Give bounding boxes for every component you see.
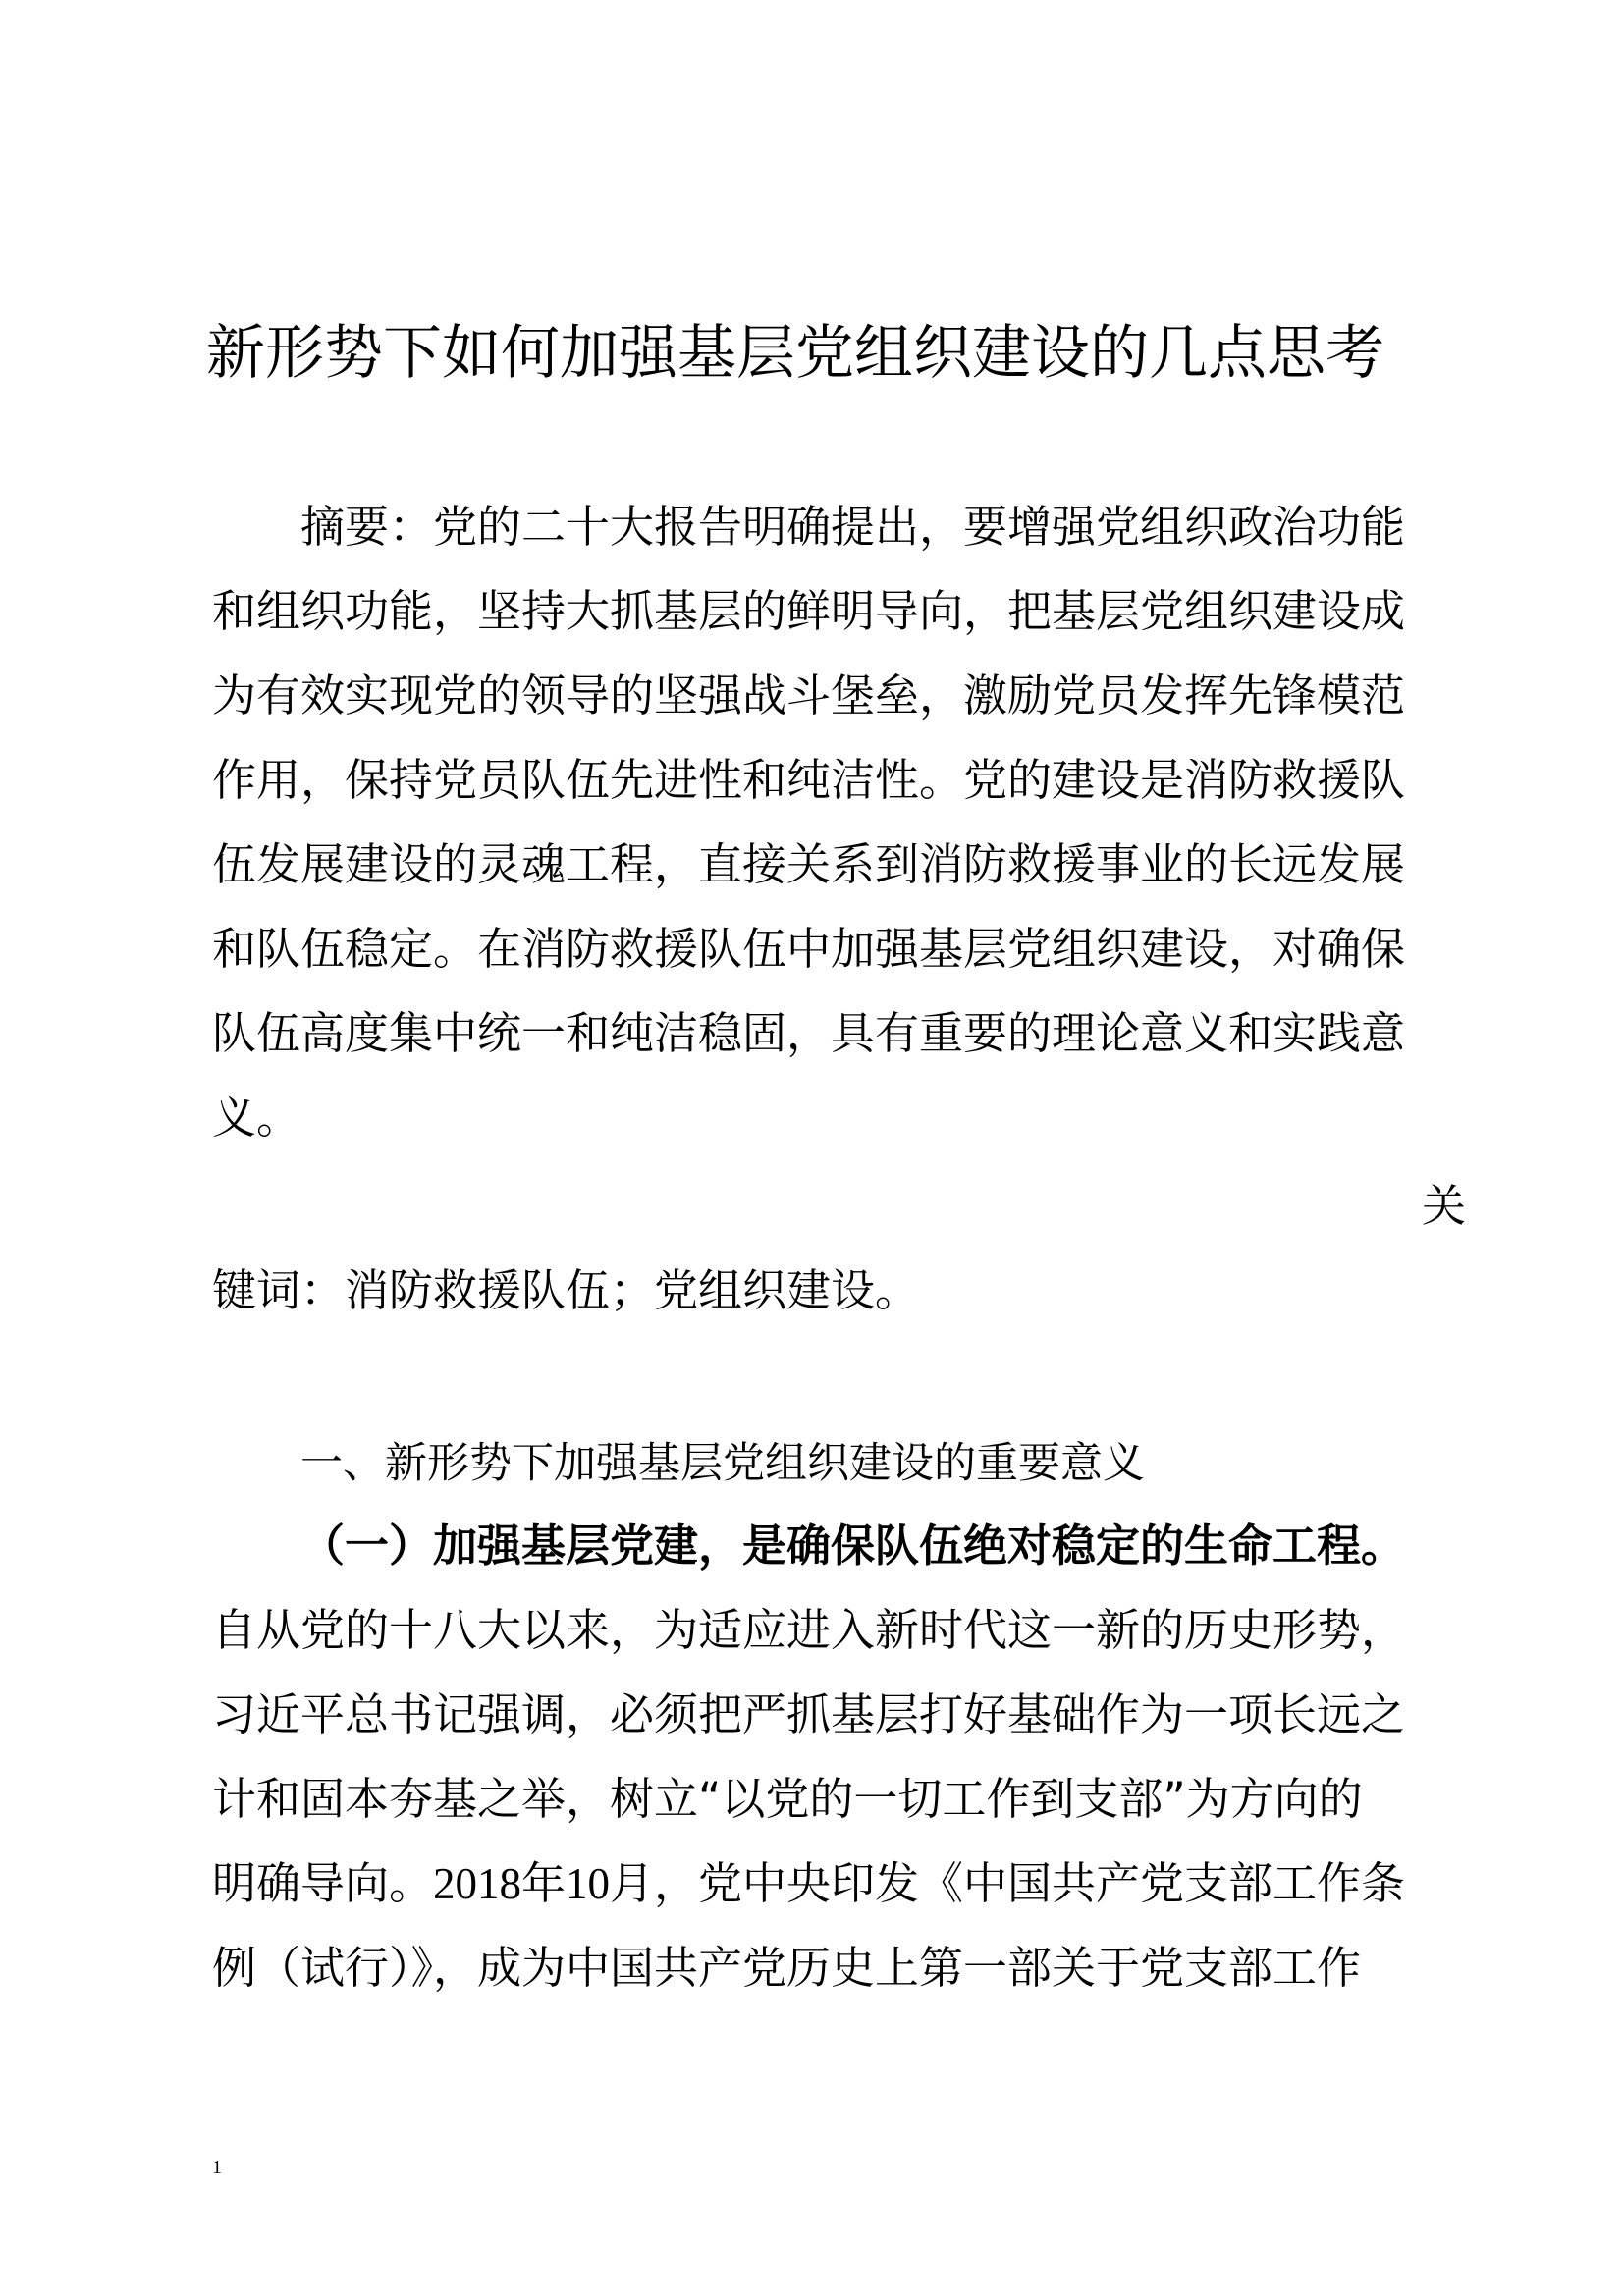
document-title: 新形势下如何加强基层党组织建设的几点思考 [206,319,1384,388]
keywords-line: 键词：消防救援队伍；党组织建设。 [212,1264,920,1316]
body-line-4-suffix: 月，党中央印发《中国共产党支部工作条 [610,1857,1406,1909]
abstract-line-1: 摘要：党的二十大报告明确提出，要增强党组织政治功能 [300,501,1406,553]
section-heading: 一、新形势下加强基层党组织建设的重要意义 [300,1439,1145,1488]
body-line-1: 自从党的十八大以来，为适应进入新时代这一新的历史形势， [212,1604,1406,1656]
body-line-4 [212,1851,1405,1916]
abstract-line-5: 伍发展建设的灵魂工程，直接关系到消防救援事业的长远发展 [212,838,1406,890]
body-line-3: 计和固本夯基之举，树立“以党的一切工作到支部”为方向的 [212,1773,1363,1825]
abstract-line-4: 作用，保持党员队伍先进性和纯洁性。党的建设是消防救援队 [212,754,1406,806]
subsection-heading: （一）加强基层党建，是确保队伍绝对稳定的生命工程。 [300,1520,1406,1572]
abstract-line-2: 和组织功能，坚持大抓基层的鲜明导向，把基层党组织建设成 [212,585,1406,637]
body-line-4-month: 10 [566,1859,611,1908]
body-line-4-year: 2018 [433,1859,522,1908]
abstract-line-8: 义。 [212,1092,301,1144]
abstract-line-6: 和队伍稳定。在消防救援队伍中加强基层党组织建设，对确保 [212,923,1406,975]
page-number: 1 [212,2157,222,2178]
body-line-5: 例（试行）》，成为中国共产党历史上第一部关于党支部工作 [212,1942,1362,1994]
abstract-line-3: 为有效实现党的领导的坚强战斗堡垒，激励党员发挥先锋模范 [212,669,1406,721]
body-line-4-year-unit: 年 [521,1857,567,1909]
keywords-first-char: 关 [1422,1180,1467,1232]
body-line-4-prefix: 明确导向。 [212,1857,434,1909]
abstract-line-7: 队伍高度集中统一和纯洁稳固，具有重要的理论意义和实践意 [212,1007,1406,1059]
body-line-2: 习近平总书记强调，必须把严抓基层打好基础作为一项长远之 [212,1688,1406,1740]
